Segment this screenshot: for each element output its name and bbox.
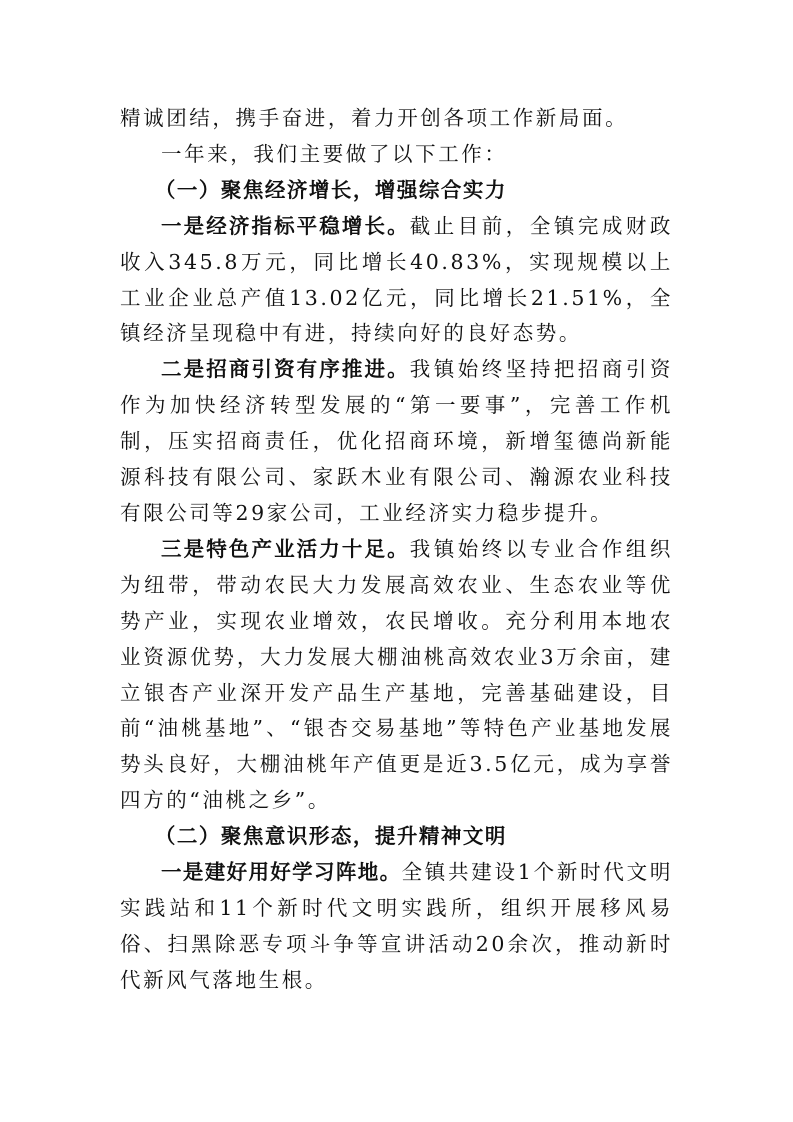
paragraph-lead: 一是经济指标平稳增长。 [161, 213, 410, 238]
paragraph-body: 我镇始终坚持把招商引资作为加快经济转型发展的“第一要事”，完善工作机制，压实招商责任，优化招商环境，新增玺德尚新能源科技有限公司、家跃木业有限公司、瀚源农业科技有限公司等29家公司，工业经济实力稳步提升。 [120, 357, 673, 525]
paragraph-intro: 一年来，我们主要做了以下工作： [161, 141, 508, 166]
paragraph-lead: 一是建好用好学习阵地。 [161, 860, 402, 885]
paragraph-investment [120, 352, 673, 532]
paragraph-economic-indicators [120, 209, 673, 353]
paragraph-industry [120, 532, 673, 819]
paragraph-study-base [120, 855, 673, 999]
paragraph-lead: 三是特色产业活力十足。 [161, 536, 410, 561]
section-heading-ideology: （二）聚焦意识形态，提升精神文明 [154, 824, 507, 849]
document-page [120, 101, 673, 999]
paragraph-body: 全镇共建设1个新时代文明实践站和11个新时代文明实践所，组织开展移风易俗、扫黑除恶专项斗争等宣讲活动20余次，推动新时代新风气落地生根。 [120, 860, 673, 992]
paragraph-body: 我镇始终以专业合作组织为纽带，带动农民大力发展高效农业、生态农业等优势产业，实现农业增效，农民增收。充分利用本地农业资源优势，大力发展大棚油桃高效农业3万余亩，建立银杏产业深开发产品生产基地，完善基础建设，目前“油桃基地”、“银杏交易基地”等特色产业基地发展势头良好，大棚油桃年产值更是近3.5亿元，成为享誉四方的“油桃之乡”。 [120, 536, 673, 813]
section-heading-economy: （一）聚焦经济增长，增强综合实力 [154, 177, 507, 202]
paragraph-continuation: 精诚团结，携手奋进，着力开创各项工作新局面。 [120, 106, 629, 130]
paragraph-lead: 二是招商引资有序推进。 [161, 357, 410, 382]
paragraph-body: 截止目前，全镇完成财政收入345.8万元，同比增长40.83%，实现规模以上工业企业总产值13.02亿元，同比增长21.51%，全镇经济呈现稳中有进，持续向好的良好态势。 [120, 213, 673, 346]
